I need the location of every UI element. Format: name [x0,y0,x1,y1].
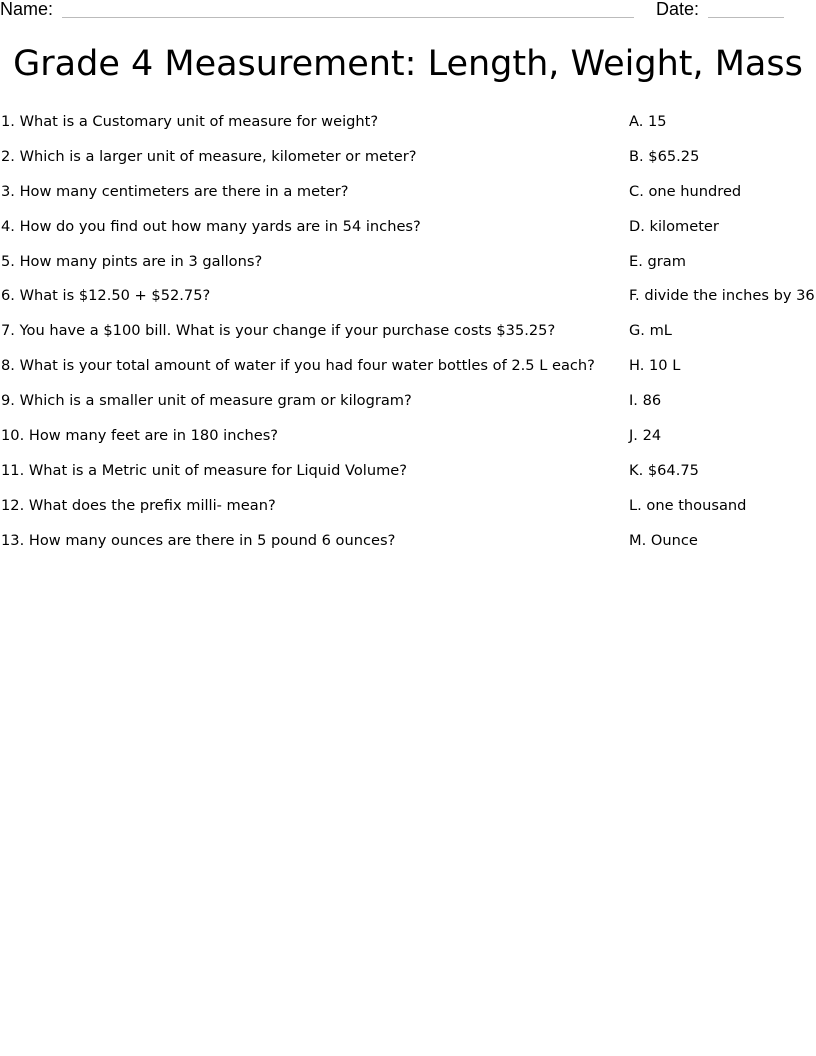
name-label: Name: [0,0,54,19]
answer-list [629,111,815,565]
answer-item: E. gram [629,252,686,270]
answer-item: K. $64.75 [629,461,699,479]
answer-item: B. $65.25 [629,147,700,165]
answer-item: F. divide the inches by 36 [629,287,815,305]
question-item: 13. How many ounces are there in 5 pound 6 ounces? [1,531,396,549]
worksheet-header [0,0,816,24]
answer-item: D. kilometer [629,217,719,235]
answer-item: M. Ounce [629,531,698,549]
question-item: 2. Which is a larger unit of measure, kilometer or meter? [1,147,417,165]
question-item: 4. How do you find out how many yards are in 54 inches? [1,217,421,235]
question-item: 6. What is $12.50 + $52.75? [1,287,211,305]
question-item: 7. You have a $100 bill. What is your change if your purchase costs $35.25? [1,322,556,340]
question-item: 12. What does the prefix milli- mean? [1,496,276,514]
date-blank-line[interactable] [708,17,784,18]
question-item: 10. How many feet are in 180 inches? [1,427,279,445]
question-item: 9. Which is a smaller unit of measure gram or kilogram? [1,392,412,410]
question-item: 8. What is your total amount of water if you had four water bottles of 2.5 L each? [1,357,595,375]
answer-item: G. mL [629,322,672,340]
question-item: 1. What is a Customary unit of measure for weight? [1,113,379,130]
answer-item: J. 24 [629,427,662,445]
worksheet-title: Grade 4 Measurement: Length, Weight, Mass [13,44,803,84]
question-item: 3. How many centimeters are there in a meter? [1,182,349,200]
answer-item: C. one hundred [629,182,742,200]
answer-item: H. 10 L [629,357,681,375]
question-item: 11. What is a Metric unit of measure for Liquid Volume? [1,461,408,479]
answer-item: I. 86 [629,392,662,410]
question-item: 5. How many pints are in 3 gallons? [1,252,263,270]
question-list [1,111,611,565]
answer-item: A. 15 [629,113,667,130]
answer-item: L. one thousand [629,496,747,514]
date-label: Date: [656,0,700,19]
name-blank-line[interactable] [62,17,634,18]
